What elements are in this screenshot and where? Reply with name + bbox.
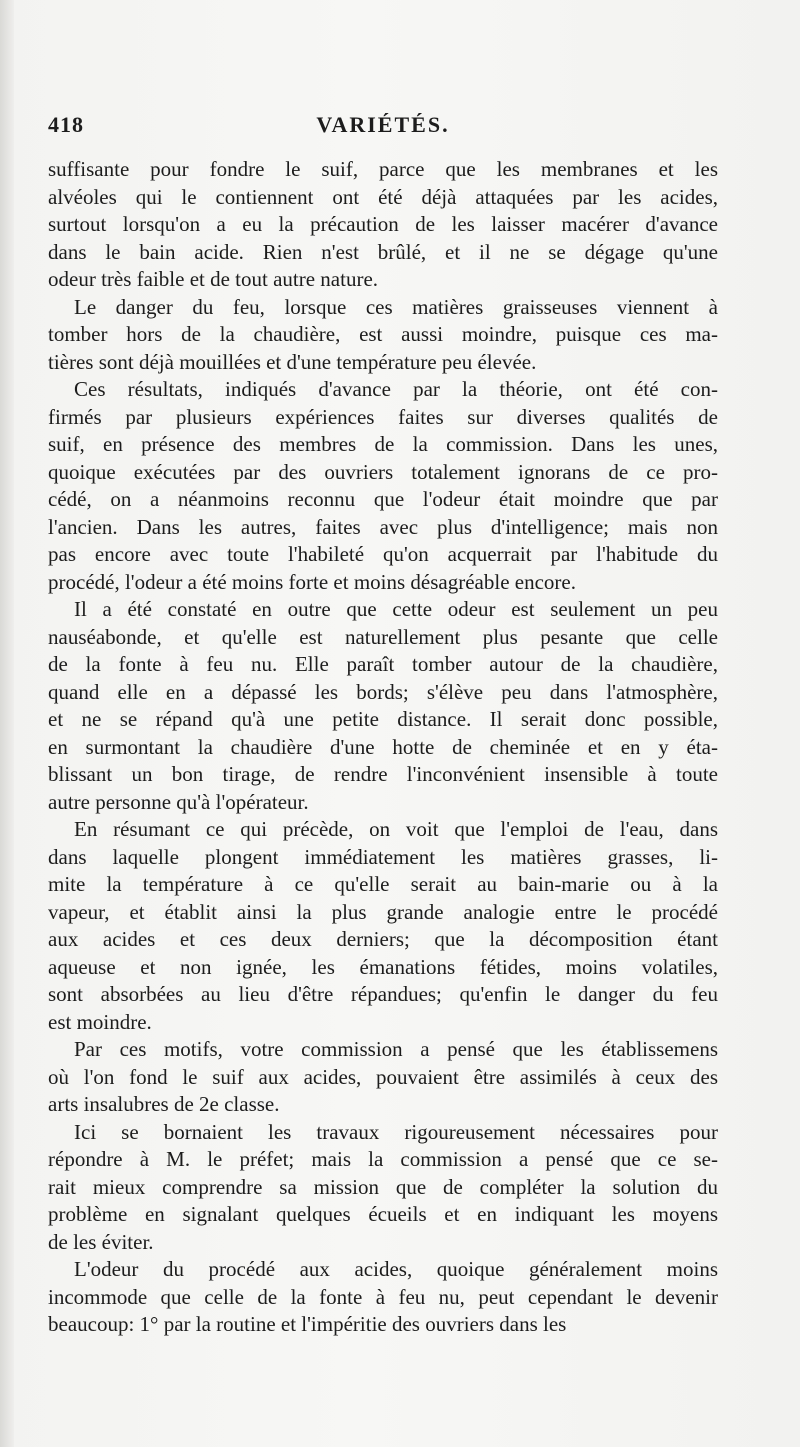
text-line: tières sont déjà mouillées et d'une température peu élevée. [48, 349, 537, 374]
page-gutter-shadow [0, 0, 14, 1447]
text-line: Le danger du feu, lorsque ces matières graisseuses viennent à [74, 294, 718, 319]
text-line: tomber hors de la chaudière, est aussi moindre, puisque ces ma- [48, 322, 718, 346]
text-line: rait mieux comprendre sa mission que de compléter la solution du [48, 1174, 718, 1199]
page-number: 418 [48, 112, 84, 137]
paragraph [48, 1036, 718, 1119]
text-line: de la fonte à feu nu. Elle paraît tomber autour de la chaudière, [48, 652, 718, 676]
text-line: aqueuse et non ignée, les émanations fétides, moins volatiles, [48, 954, 718, 979]
text-line: En résumant ce qui précède, on voit que l'emploi de l'eau, dans [74, 817, 718, 841]
text-line: blissant un bon tirage, de rendre l'inconvénient insensible à toute [48, 762, 718, 786]
text-line: et ne se répand qu'à une petite distance. Il serait donc possible, [48, 707, 718, 731]
text-line: pas encore avec toute l'habileté qu'on acquerrait par l'habitude du [48, 542, 718, 566]
text-line: surtout lorsqu'on a eu la précaution de les laisser macérer d'avance [48, 212, 718, 236]
text-line: dans le bain acide. Rien n'est brûlé, et il ne se dégage qu'une [48, 239, 718, 264]
text-line: sont absorbées au lieu d'être répandues; qu'enfin le danger du feu [48, 982, 718, 1006]
text-line: est moindre. [48, 1009, 152, 1034]
page-header [48, 112, 718, 142]
text-line: firmés par plusieurs expériences faites sur diverses qualités de [48, 404, 718, 429]
paragraph [48, 1256, 718, 1339]
text-line: procédé, l'odeur a été moins forte et moins désagréable encore. [48, 569, 576, 594]
text-line: mite la température à ce qu'elle serait au bain-marie ou à la [48, 872, 718, 896]
text-line: Ces résultats, indiqués d'avance par la théorie, ont été con- [74, 377, 718, 401]
text-line: incommode que celle de la fonte à feu nu, peut cependant le devenir [48, 1284, 718, 1309]
text-line: vapeur, et établit ainsi la plus grande analogie entre le procédé [48, 899, 718, 924]
body-text [48, 156, 718, 1339]
text-line: L'odeur du procédé aux acides, quoique généralement moins [74, 1257, 718, 1281]
running-head: VARIÉTÉS. [316, 112, 450, 137]
text-line: Ici se bornaient les travaux rigoureusement nécessaires pour [74, 1119, 718, 1144]
text-line: aux acides et ces deux derniers; que la décomposition étant [48, 927, 718, 951]
text-line: l'ancien. Dans les autres, faites avec plus d'intelligence; mais non [48, 514, 718, 539]
text-line: nauséabonde, et qu'elle est naturellement plus pesante que celle [48, 624, 718, 649]
paragraph [48, 156, 718, 294]
text-line: odeur très faible et de tout autre nature. [48, 267, 379, 291]
text-line: quand elle en a dépassé les bords; s'élève peu dans l'atmosphère, [48, 679, 718, 704]
text-line: dans laquelle plongent immédiatement les matières grasses, li- [48, 844, 718, 869]
text-line: problème en signalant quelques écueils et en indiquant les moyens [48, 1202, 718, 1226]
paragraph [48, 376, 718, 596]
paragraph [48, 816, 718, 1036]
paragraph [48, 596, 718, 816]
text-line: répondre à M. le préfet; mais la commission a pensé que ce se- [48, 1147, 718, 1171]
text-line: autre personne qu'à l'opérateur. [48, 789, 309, 814]
text-line: suif, en présence des membres de la commission. Dans les unes, [48, 432, 718, 456]
paragraph [48, 294, 718, 377]
text-line: cédé, on a néanmoins reconnu que l'odeur était moindre que par [48, 487, 718, 511]
text-line: Il a été constaté en outre que cette odeur est seulement un peu [74, 597, 718, 621]
text-line: alvéoles qui le contiennent ont été déjà attaquées par les acides, [48, 184, 718, 209]
paragraph [48, 1119, 718, 1257]
text-line: beaucoup: 1° par la routine et l'impéritie des ouvriers dans les [48, 1312, 567, 1336]
text-line: suffisante pour fondre le suif, parce que les membranes et les [48, 157, 718, 181]
text-line: de les éviter. [48, 1229, 154, 1254]
text-line: arts insalubres de 2e classe. [48, 1092, 280, 1116]
text-line: quoique exécutées par des ouvriers totalement ignorans de ce pro- [48, 459, 718, 484]
text-line: où l'on fond le suif aux acides, pouvaient être assimilés à ceux des [48, 1064, 718, 1089]
text-line: en surmontant la chaudière d'une hotte de cheminée et en y éta- [48, 734, 718, 759]
text-line: Par ces motifs, votre commission a pensé que les établissemens [74, 1037, 718, 1061]
